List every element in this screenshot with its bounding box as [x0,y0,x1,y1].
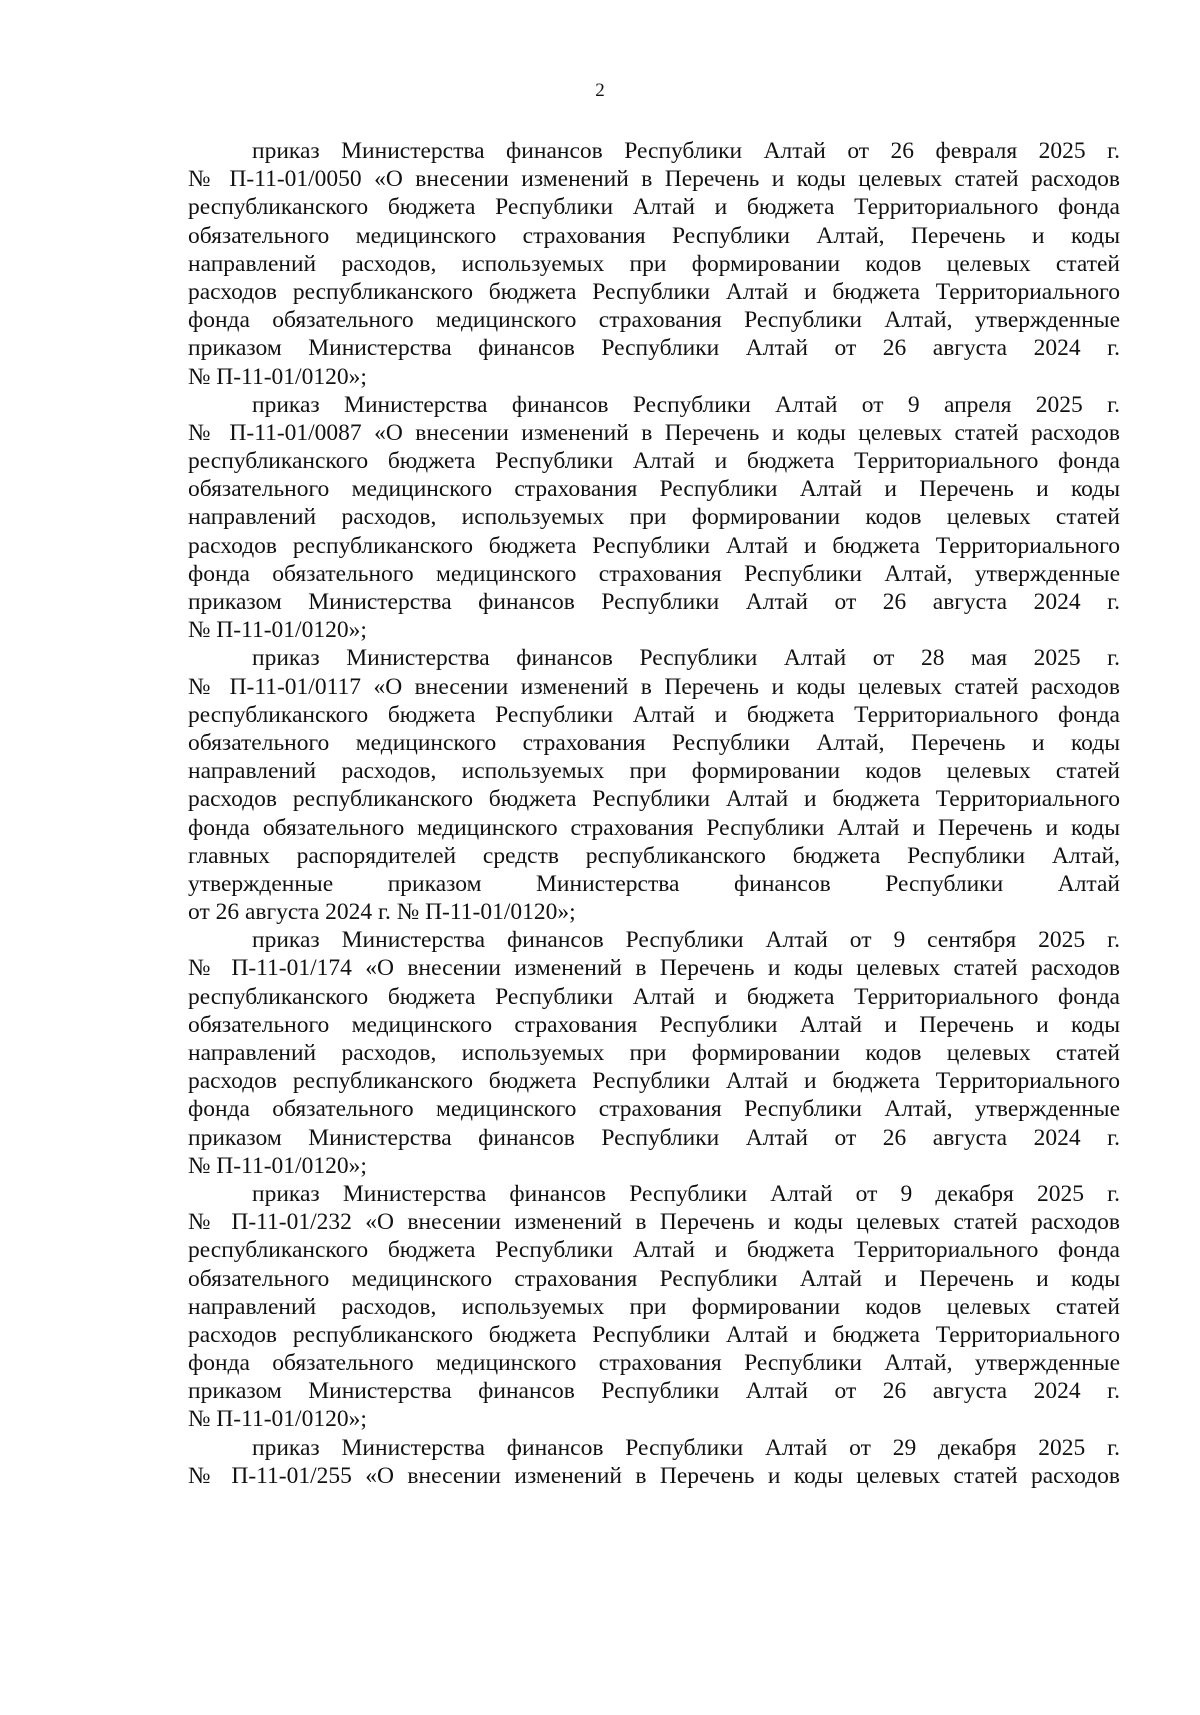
text-line: расходов республиканского бюджета Республики Алтай и бюджета Территориального [188,278,1120,305]
document-body [188,137,1120,1490]
text-line: направлений расходов, используемых при формировании кодов целевых статей [188,758,1120,785]
text-line: приказом Министерства финансов Республики Алтай от 26 августа 2024 г. [188,589,1120,615]
text-line: обязательного медицинского страхования Республики Алтай, Перечень и коды [188,729,1120,756]
text-line: приказ Министерства финансов Республики Алтай от 9 сентября 2025 г. [252,927,1120,954]
text-line: № П-11-01/0120»; [188,1152,367,1179]
text-line: № П-11-01/0117 «О внесении изменений в Перечень и коды целевых статей расходов [188,673,1120,700]
text-line: от 26 августа 2024 г. № П-11-01/0120»; [188,899,576,926]
text-line: республиканского бюджета Республики Алтай и бюджета Территориального фонда [188,194,1120,221]
text-line: № П-11-01/0120»; [188,1406,367,1433]
text-line: направлений расходов, используемых при формировании кодов целевых статей [188,250,1120,277]
text-line: главных распорядителей средств республиканского бюджета Республики Алтай, [188,842,1120,869]
text-line: приказ Министерства финансов Республики Алтай от 29 декабря 2025 г. [252,1434,1120,1461]
order-paragraph [188,391,1120,645]
text-line: обязательного медицинского страхования Республики Алтай и Перечень и коды [188,1265,1120,1292]
text-line: № П-11-01/0120»; [188,363,367,390]
text-line: приказ Министерства финансов Республики Алтай от 26 февраля 2025 г. [252,138,1120,164]
text-line: фонда обязательного медицинского страхования Республики Алтай, утвержденные [188,1096,1120,1123]
text-line: фонда обязательного медицинского страхования Республики Алтай и Перечень и коды [188,814,1120,841]
text-line: расходов республиканского бюджета Республики Алтай и бюджета Территориального [188,786,1120,813]
text-line: республиканского бюджета Республики Алтай и бюджета Территориального фонда [188,701,1120,728]
text-line: фонда обязательного медицинского страхования Республики Алтай, утвержденные [188,1350,1120,1377]
text-line: направлений расходов, используемых при формировании кодов целевых статей [188,1040,1120,1066]
text-line: приказом Министерства финансов Республики Алтай от 26 августа 2024 г. [188,1124,1120,1151]
text-line: направлений расходов, используемых при формировании кодов целевых статей [188,1293,1120,1320]
text-line: приказом Министерства финансов Республики Алтай от 26 августа 2024 г. [188,335,1120,362]
order-paragraph [188,137,1120,391]
text-line: расходов республиканского бюджета Республики Алтай и бюджета Территориального [188,1321,1120,1348]
text-line: приказ Министерства финансов Республики Алтай от 9 апреля 2025 г. [252,391,1120,418]
page-number: 2 [595,80,605,101]
order-paragraph [188,926,1120,1180]
text-line: № П-11-01/0050 «О внесении изменений в Перечень и коды целевых статей расходов [188,166,1120,193]
order-paragraph [188,1180,1120,1434]
text-line: № П-11-01/255 «О внесении изменений в Перечень и коды целевых статей расходов [188,1462,1120,1489]
text-line: утвержденные приказом Министерства финансов Республики Алтай [188,870,1120,897]
text-line: фонда обязательного медицинского страхования Республики Алтай, утвержденные [188,307,1120,334]
text-line: республиканского бюджета Республики Алтай и бюджета Территориального фонда [188,448,1120,475]
text-line: обязательного медицинского страхования Республики Алтай и Перечень и коды [188,476,1120,503]
text-line: № П-11-01/174 «О внесении изменений в Перечень и коды целевых статей расходов [188,955,1120,982]
text-line: приказом Министерства финансов Республики Алтай от 26 августа 2024 г. [188,1378,1120,1405]
order-paragraph [188,644,1120,926]
text-line: приказ Министерства финансов Республики Алтай от 9 декабря 2025 г. [252,1180,1120,1207]
text-line: фонда обязательного медицинского страхования Республики Алтай, утвержденные [188,560,1120,587]
text-line: республиканского бюджета Республики Алтай и бюджета Территориального фонда [188,983,1120,1010]
text-line: № П-11-01/0120»; [188,617,367,644]
text-line: обязательного медицинского страхования Республики Алтай и Перечень и коды [188,1011,1120,1038]
text-line: направлений расходов, используемых при формировании кодов целевых статей [188,504,1120,531]
text-line: обязательного медицинского страхования Республики Алтай, Перечень и коды [188,222,1120,249]
text-line: № П-11-01/0087 «О внесении изменений в Перечень и коды целевых статей расходов [188,419,1120,446]
text-line: приказ Министерства финансов Республики Алтай от 28 мая 2025 г. [252,645,1120,672]
text-line: расходов республиканского бюджета Республики Алтай и бюджета Территориального [188,532,1120,559]
text-line: № П-11-01/232 «О внесении изменений в Перечень и коды целевых статей расходов [188,1209,1120,1236]
order-paragraph [188,1434,1120,1490]
text-line: республиканского бюджета Республики Алтай и бюджета Территориального фонда [188,1237,1120,1264]
text-line: расходов республиканского бюджета Республики Алтай и бюджета Территориального [188,1068,1120,1095]
